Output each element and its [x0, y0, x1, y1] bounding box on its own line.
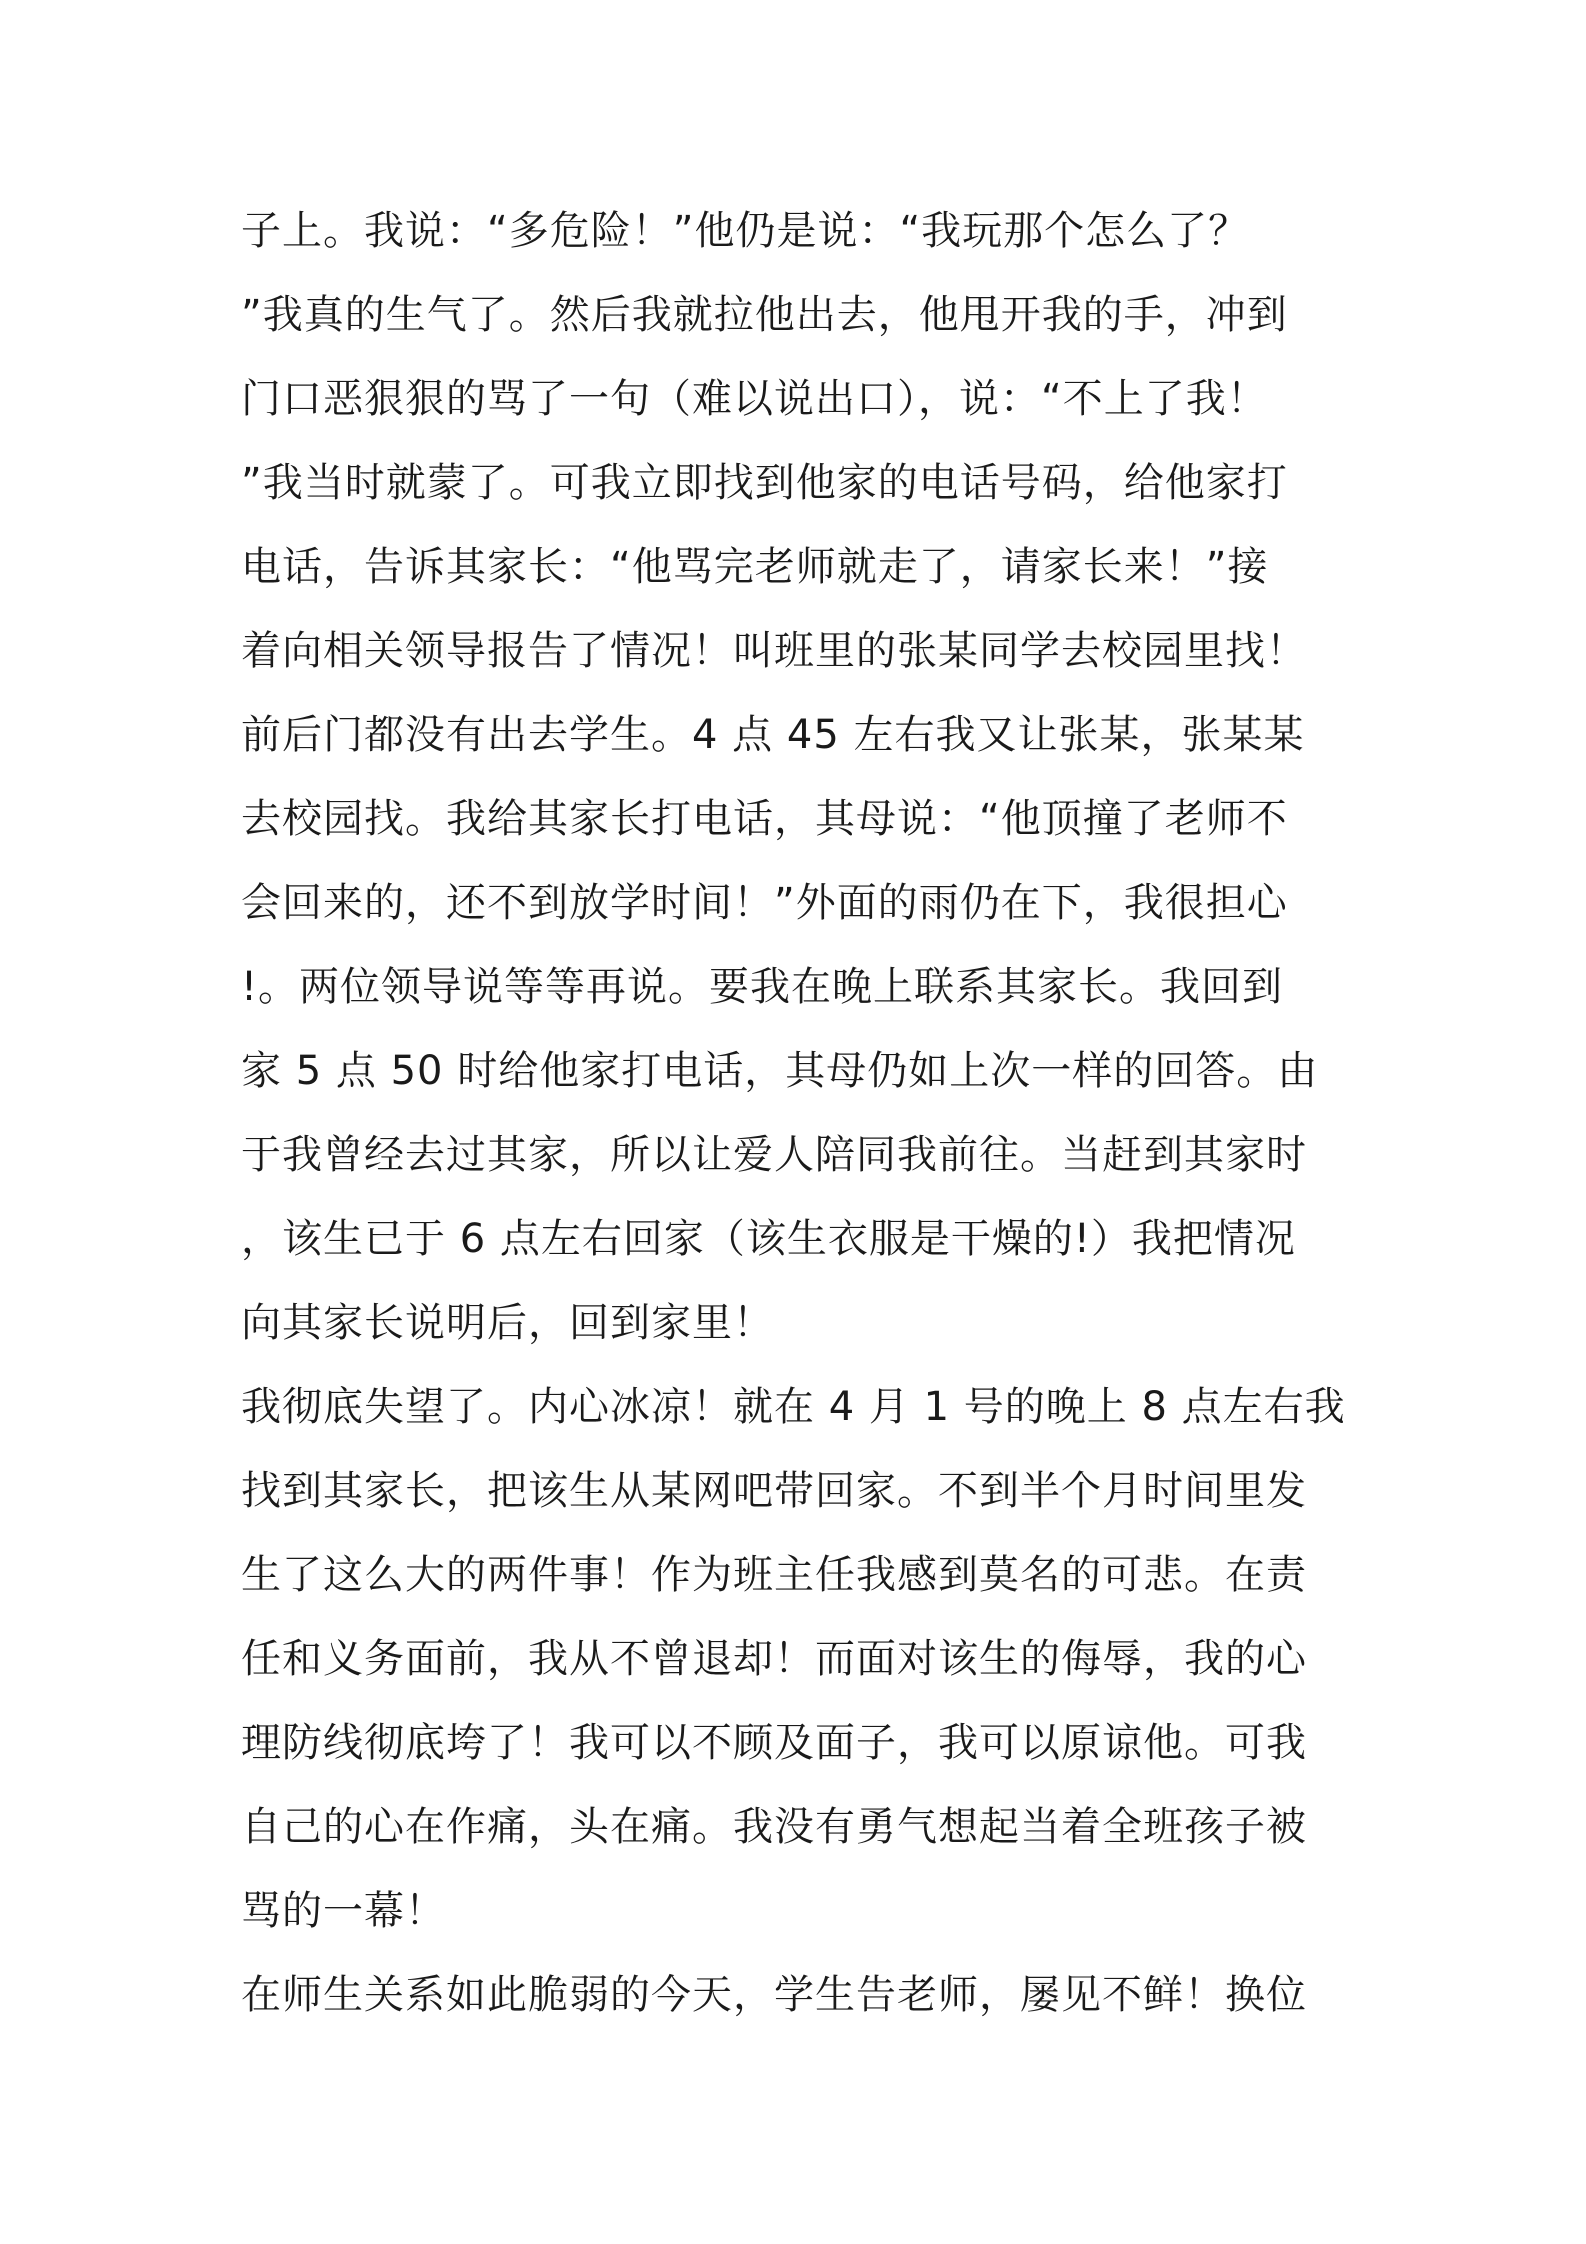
text-line: 去校园找。我给其家长打电话，其母说：“他顶撞了老师不 — [241, 796, 1288, 842]
text-line: 找到其家长，把该生从某网吧带回家。不到半个月时间里发 — [241, 1468, 1307, 1514]
body-text — [241, 189, 1361, 2037]
text-line: 会回来的，还不到放学时间！”外面的雨仍在下，我很担心 — [241, 880, 1288, 926]
text-line: 于我曾经去过其家，所以让爱人陪同我前往。当赶到其家时 — [241, 1132, 1307, 1178]
text-line: 自己的心在作痛，头在痛。我没有勇气想起当着全班孩子被 — [241, 1804, 1307, 1850]
text-line: 向其家长说明后，回到家里！ — [241, 1300, 774, 1346]
text-line: 我彻底失望了。内心冰凉！就在 4 月 1 号的晚上 8 点左右我 — [241, 1384, 1346, 1430]
text-line: 任和义务面前，我从不曾退却！而面对该生的侮辱，我的心 — [241, 1636, 1307, 1682]
text-line: ”我真的生气了。然后我就拉他出去，他甩开我的手，冲到 — [241, 292, 1288, 338]
text-line: 门口恶狠狠的骂了一句（难以说出口），说：“不上了我！ — [241, 376, 1268, 422]
text-line: 理防线彻底垮了！我可以不顾及面子，我可以原谅他。可我 — [241, 1720, 1307, 1766]
text-line: 家 5 点 50 时给他家打电话，其母仍如上次一样的回答。由 — [241, 1048, 1319, 1094]
text-line: 前后门都没有出去学生。4 点 45 左右我又让张某，张某某 — [241, 712, 1305, 758]
text-line: !。两位领导说等等再说。要我在晚上联系其家长。我回到 — [241, 964, 1284, 1010]
text-line: 骂的一幕！ — [241, 1888, 446, 1934]
text-line: ”我当时就蒙了。可我立即找到他家的电话号码，给他家打 — [241, 460, 1288, 506]
text-line: 子上。我说：“多危险！”他仍是说：“我玩那个怎么了？ — [241, 208, 1250, 254]
text-line: 电话，告诉其家长：“他骂完老师就走了，请家长来！”接 — [241, 544, 1269, 590]
text-line: 着向相关领导报告了情况！叫班里的张某同学去校园里找！ — [241, 628, 1307, 674]
text-line: ，该生已于 6 点左右回家（该生衣服是干燥的!）我把情况 — [241, 1216, 1296, 1262]
text-line: 生了这么大的两件事！作为班主任我感到莫名的可悲。在责 — [241, 1552, 1307, 1598]
text-line: 在师生关系如此脆弱的今天，学生告老师，屡见不鲜！换位 — [241, 1972, 1307, 2018]
